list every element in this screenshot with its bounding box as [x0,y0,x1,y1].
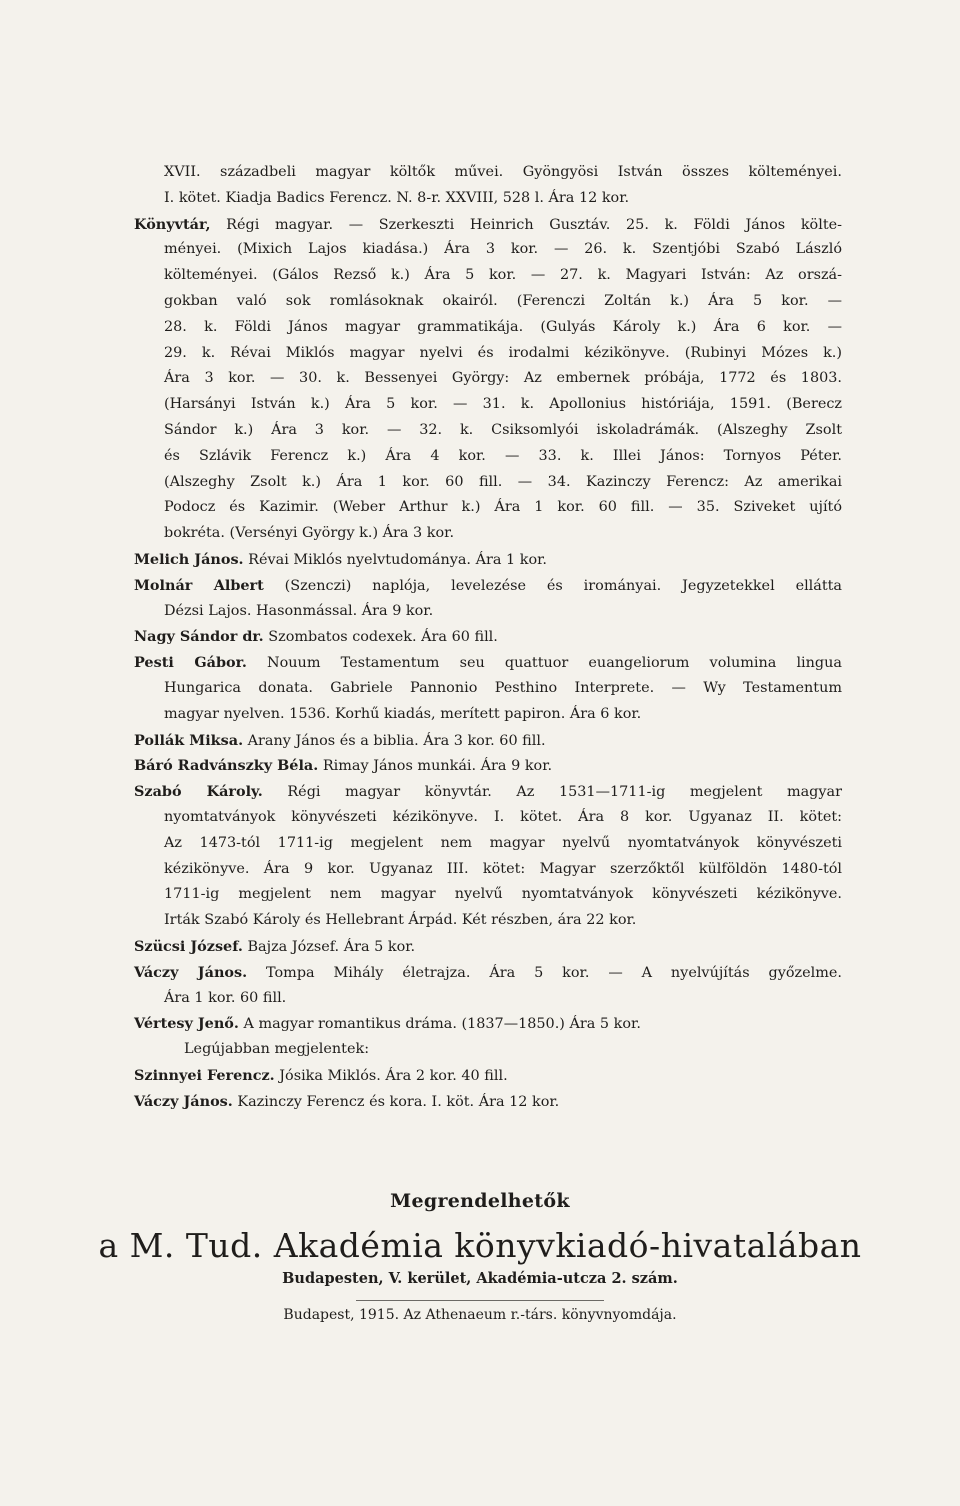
entry-text: (Alszeghy Zsolt k.) Ára 1 kor. 60 fill. — 34. Kazinczy Ferencz: Az amerikai [164,473,842,490]
author-name: Melich János. [134,550,244,568]
text-line [134,521,842,547]
text-line [134,960,842,986]
text-line [134,908,842,934]
text-line [134,470,842,496]
author-name: Pesti Gábor. [134,654,247,672]
author-name: Pollák Miksa. [134,731,244,749]
publisher-address: Budapesten, V. kerület, Akadémia-utcza 2. szám. [282,1270,678,1287]
entry-text: magyar nyelven. 1536. Korhű kiadás, merített papiron. Ára 6 kor. [164,705,642,722]
author-name: Szabó Károly. [134,783,263,801]
text-line [134,702,842,728]
entry-text: Rimay János munkái. Ára 9 kor. [318,758,553,775]
text-line [134,753,842,779]
text-line [134,728,842,754]
entry-text: 29. k. Révai Miklós magyar nyelvi és irodalmi kézikönyve. (Rubinyi Mózes k.) [164,344,842,361]
entry-text: XVII. századbeli magyar költők művei. Gyöngyösi István összes költeményei. [164,164,842,180]
text-line [134,212,842,238]
text-line [134,160,842,186]
entry-text: Dézsi Lajos. Hasonmással. Ára 9 kor. [164,602,434,619]
entry-text: 28. k. Földi János magyar grammatikája. (Gulyás Károly k.) Ára 6 kor. — [164,318,842,335]
text-line [134,1089,842,1115]
author-name: Váczy János. [134,963,248,981]
text-line [134,315,842,341]
text-line [134,882,842,908]
entry-text: költeményei. (Gálos Rezső k.) Ára 5 kor. — 27. k. Magyari István: Az orszá- [164,267,842,284]
entry-text: bokréta. (Versényi György k.) Ára 3 kor. [164,525,455,542]
entry-text: Régi magyar könyvtár. Az 1531—1711-ig megjelent magyar [262,784,842,801]
text-line [134,237,842,263]
author-name: Molnár Albert [134,576,264,594]
entry-text: (Harsányi István k.) Ára 5 kor. — 31. k. Apollonius históriája, 1591. (Berecz [164,396,842,413]
entry-text: nyomtatványok könyvészeti kézikönyve. I. kötet. Ára 8 kor. Ugyanaz II. kötet: [164,808,842,825]
text-line [134,599,842,625]
text-line [134,495,842,521]
entry-text: és Szlávik Ferencz k.) Ára 4 kor. — 33. k. Illei János: Tornyos Péter. [164,447,842,464]
text-line [134,392,842,418]
entry-text: Az 1473-tól 1711-ig megjelent nem magyar nyelvű nyomtatványok könyvészeti [164,834,842,851]
author-name: Vértesy Jenő. [134,1015,239,1033]
author-name: Váczy János. [134,1092,233,1110]
entry-text: ményei. (Mixich Lajos kiadása.) Ára 3 kor. — 26. k. Szentjóbi Szabó László [164,241,842,258]
author-name: Szinnyei Ferencz. [134,1066,275,1084]
text-line [134,805,842,831]
text-line [134,444,842,470]
text-line [134,186,842,212]
text-line [134,263,842,289]
entry-text: Arany János és a biblia. Ára 3 kor. 60 fill. [243,732,546,749]
text-line [134,573,842,599]
entry-text: Bajza József. Ára 5 kor. [242,938,416,955]
entry-text: (Szenczi) naplója, levelezése és irományai. Jegyzetekkel ellátta [263,577,843,594]
text-line [134,341,842,367]
publisher-line: a M. Tud. Akadémia könyvkiadó-hivatalában [98,1226,862,1265]
entry-text: Szombatos codexek. Ára 60 fill. [263,629,498,646]
divider-rule [356,1300,604,1301]
entry-text: Sándor k.) Ára 3 kor. — 32. k. Csiksomlyói iskoladrámák. (Alszeghy Zsolt [164,421,842,438]
entry-text: Podocz és Kazimir. (Weber Arthur k.) Ára 1 kor. 60 fill. — 35. Sziveket ujító [164,499,842,516]
entry-text: Régi magyar. — Szerkeszti Heinrich Gusztáv. 25. k. Földi János költe- [210,216,842,233]
entry-text: gokban való sok romlásoknak okairól. (Ferenczi Zoltán k.) Ára 5 kor. — [164,292,842,309]
text-line [134,289,842,315]
text-line [134,1037,842,1063]
entry-text: kézikönyve. Ára 9 kor. Ugyanaz III. kötet: Magyar szerzőktől külföldön 1480-tól [164,860,842,877]
entry-text: I. kötet. Kiadja Badics Ferencz. N. 8-r. XXVIII, 528 l. Ára 12 kor. [164,189,630,206]
order-heading: Megrendelhetők [390,1190,570,1212]
publication-list [134,160,842,1114]
entry-text: Révai Miklós nyelvtudománya. Ára 1 kor. [243,551,547,568]
text-line [134,1063,842,1089]
author-name: Könyvtár, [134,215,211,233]
text-line [134,986,842,1012]
entry-text: Nouum Testamentum seu quattuor euangeliorum volumina lingua [246,655,842,672]
entry-text: Kazinczy Ferencz és kora. I. köt. Ára 12 kor. [232,1093,560,1110]
author-name: Szücsi József. [134,937,243,955]
text-line [134,857,842,883]
text-line [134,676,842,702]
text-line [134,366,842,392]
entry-text: Jósika Miklós. Ára 2 kor. 40 fill. [274,1067,508,1084]
text-line [134,418,842,444]
entry-text: Irták Szabó Károly és Hellebrant Árpád. Két részben, ára 22 kor. [164,912,637,929]
entry-text: Ára 3 kor. — 30. k. Bessenyei György: Az embernek próbája, 1772 és 1803. [164,370,842,387]
entry-text: Tompa Mihály életrajza. Ára 5 kor. — A nyelvújítás győzelme. [247,964,842,981]
entry-text: Ára 1 kor. 60 fill. [164,989,287,1006]
author-name: Báró Radvánszky Béla. [134,757,319,775]
text-line [134,934,842,960]
entry-text: Hungarica donata. Gabriele Pannonio Pesthino Interprete. — Wy Testamentum [164,679,842,696]
text-line [134,624,842,650]
printer-imprint: Budapest, 1915. Az Athenaeum r.-társ. könyvnyomdája. [283,1307,677,1323]
text-line [134,547,842,573]
text-line [134,779,842,805]
entry-text: A magyar romantikus dráma. (1837—1850.) Ára 5 kor. [238,1016,641,1033]
entry-text: 1711-ig megjelent nem magyar nyelvű nyomtatványok könyvészeti kézikönyve. [164,886,842,903]
text-line [134,1011,842,1037]
text-line [134,831,842,857]
author-name: Nagy Sándor dr. [134,628,264,646]
text-line [134,650,842,676]
entry-text: Legújabban megjelentek: [184,1041,370,1058]
